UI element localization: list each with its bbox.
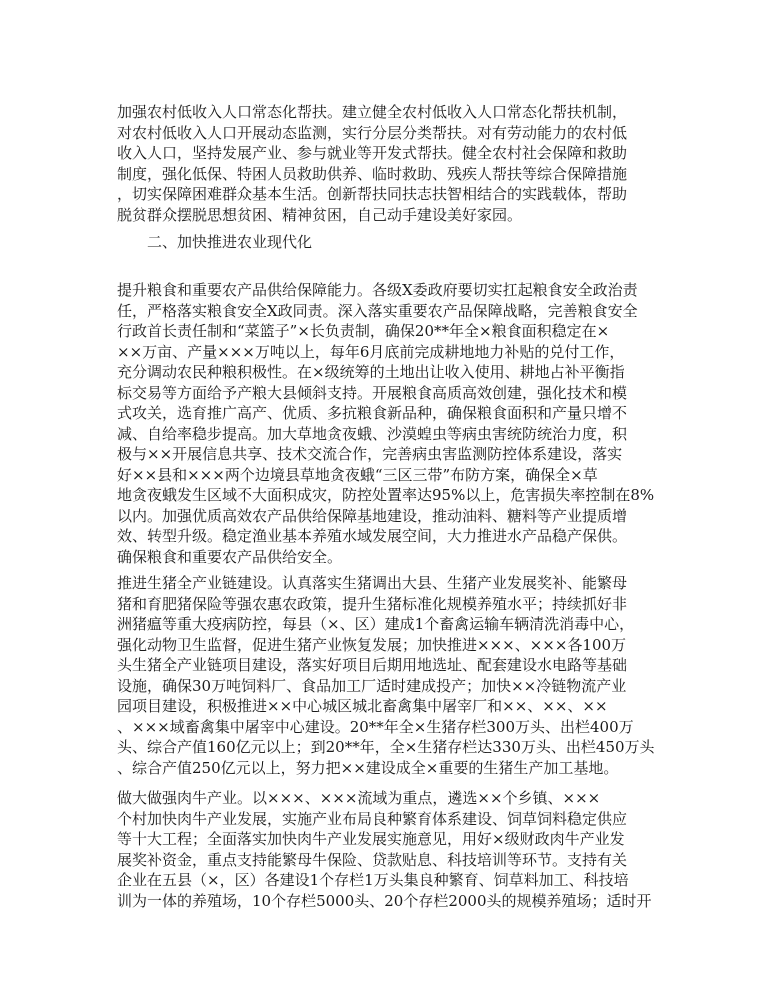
text-line: 充分调动农民种粮积极性。在×级统筹的土地出让收入使用、耕地占补平衡指 bbox=[117, 363, 625, 381]
text-line: 等十大工程；全面落实加快肉牛产业发展实施意见，用好×级财政肉牛产业发 bbox=[117, 830, 625, 848]
text-line: 做大做强肉牛产业。以×××、×××流域为重点，遴选××个乡镇、××× bbox=[117, 789, 601, 807]
text-line: 、×××域畜禽集中屠宰中心建设。20**年全×生猪存栏300万头、出栏400万 bbox=[117, 717, 634, 736]
text-line: 推进生猪全产业链建设。认真落实生猪调出大县、生猪产业发展奖补、能繁母 bbox=[117, 574, 628, 592]
text-line: 头生猪全产业链项目建设，落实好项目后期用地选址、配套建设水电路等基础 bbox=[117, 656, 628, 674]
paragraph-low-income-assistance bbox=[117, 102, 657, 225]
text-line: ××万亩、产量×××万吨以上，每年6月底前完成耕地地力补贴的兑付工作， bbox=[117, 342, 625, 361]
paragraph-grain-supply bbox=[117, 280, 657, 567]
text-line: 企业在五县（×，区）各建设1个存栏1万头集良种繁育、饲草料加工、科技培 bbox=[117, 871, 629, 889]
text-line: 收入人口，坚持发展产业、参与就业等开发式帮扶。健全农村社会保障和救助 bbox=[117, 144, 628, 162]
text-line: 展奖补资金，重点支持能繁母牛保险、贷款贴息、科技培训等环节。支持有关 bbox=[117, 850, 628, 869]
text-line: 以内。加强优质高效农产品供给保障基地建设，推动油料、糖料等产业提质增 bbox=[117, 506, 628, 525]
text-line: 洲猪瘟等重大疫病防控，每县（×、区）建成1个畜禽运输车辆清洗消毒中心， bbox=[117, 615, 635, 633]
text-line: 行政首长责任制和“菜篮子”×长负责制，确保20**年全×粮食面积稳定在× bbox=[117, 322, 610, 340]
paragraph-beef-cattle bbox=[117, 788, 657, 911]
text-line: 猪和育肥猪保险等强农惠农政策，提升生猪标准化规模养殖水平；持续抓好非 bbox=[117, 594, 628, 613]
text-line: 制度，强化低保、特困人员救助供养、临时救助、残疾人帮扶等综合保障措施 bbox=[117, 164, 628, 183]
text-line: 设施，确保30万吨饲料厂、食品加工厂适时建成投产；加快××冷链物流产业 bbox=[117, 676, 627, 695]
text-line: 式攻关，选育推广高产、优质、多抗粮食新品种，确保粮食面积和产量只增不 bbox=[117, 404, 628, 422]
text-line: 训为一体的养殖场，10个存栏5000头、20个存栏2000头的规模养殖场；适时开 bbox=[117, 891, 652, 910]
text-line: 效、转型升级。稳定渔业基本养殖水域发展空间，大力推进水产品稳产保供。 bbox=[117, 527, 628, 545]
section-heading: 二、加快推进农业现代化 bbox=[147, 233, 313, 251]
text-line: 地贪夜蛾发生区域不大面积成灾，防控处置率达95%以上，危害损失率控制在8% bbox=[117, 486, 655, 504]
text-line: 、综合产值250亿元以上，努力把××建设成全×重要的生猪生产加工基地。 bbox=[117, 758, 619, 777]
text-line: 极与××开展信息共享、技术交流合作，完善病虫害监测防控体系建设，落实 bbox=[117, 445, 623, 463]
text-line: 提升粮食和重要农产品供给保障能力。各级X委政府要切实扛起粮食安全政治责 bbox=[117, 281, 638, 299]
text-line: 任，严格落实粮食安全X政同责。深入落实重要农产品保障战略，完善粮食安全 bbox=[117, 301, 638, 320]
text-line: 脱贫群众摆脱思想贫困、精神贫困，自己动手建设美好家园。 bbox=[117, 205, 523, 224]
text-line: 确保粮食和重要农产品供给安全。 bbox=[117, 547, 343, 566]
text-line: 强化动物卫生监督，促进生猪产业恢复发展；加快推进×××、×××各100万 bbox=[117, 635, 627, 654]
text-line: 个村加快肉牛产业发展，实施产业布局良种繁育体系建设、饲草饲料稳定供应 bbox=[117, 809, 628, 828]
text-line: 园项目建设，积极推进××中心城区城北畜禽集中屠宰厂和××、××、×× bbox=[117, 697, 608, 715]
text-line: 对农村低收入人口开展动态监测，实行分层分类帮扶。对有劳动能力的农村低 bbox=[117, 123, 628, 142]
text-line: 头、综合产值160亿元以上；到20**年，全×生猪存栏达330万头、出栏450万头 bbox=[117, 738, 655, 756]
text-line: ，切实保障困难群众基本生活。创新帮扶同扶志扶智相结合的实践载体，帮助 bbox=[117, 185, 628, 203]
paragraph-pig-industry bbox=[117, 573, 657, 778]
text-line: 好××县和×××两个边境县草地贪夜蛾“三区三带”布防方案，确保全×草 bbox=[117, 465, 598, 484]
text-line: 标交易等方面给予产粮大县倾斜支持。开展粮食高质高效创建，强化技术和模 bbox=[117, 383, 628, 402]
text-line: 减、自给率稳步提高。加大草地贪夜蛾、沙漠蝗虫等病虫害统防统治力度，积 bbox=[117, 424, 628, 443]
text-line: 加强农村低收入人口常态化帮扶。建立健全农村低收入人口常态化帮扶机制， bbox=[117, 103, 628, 121]
